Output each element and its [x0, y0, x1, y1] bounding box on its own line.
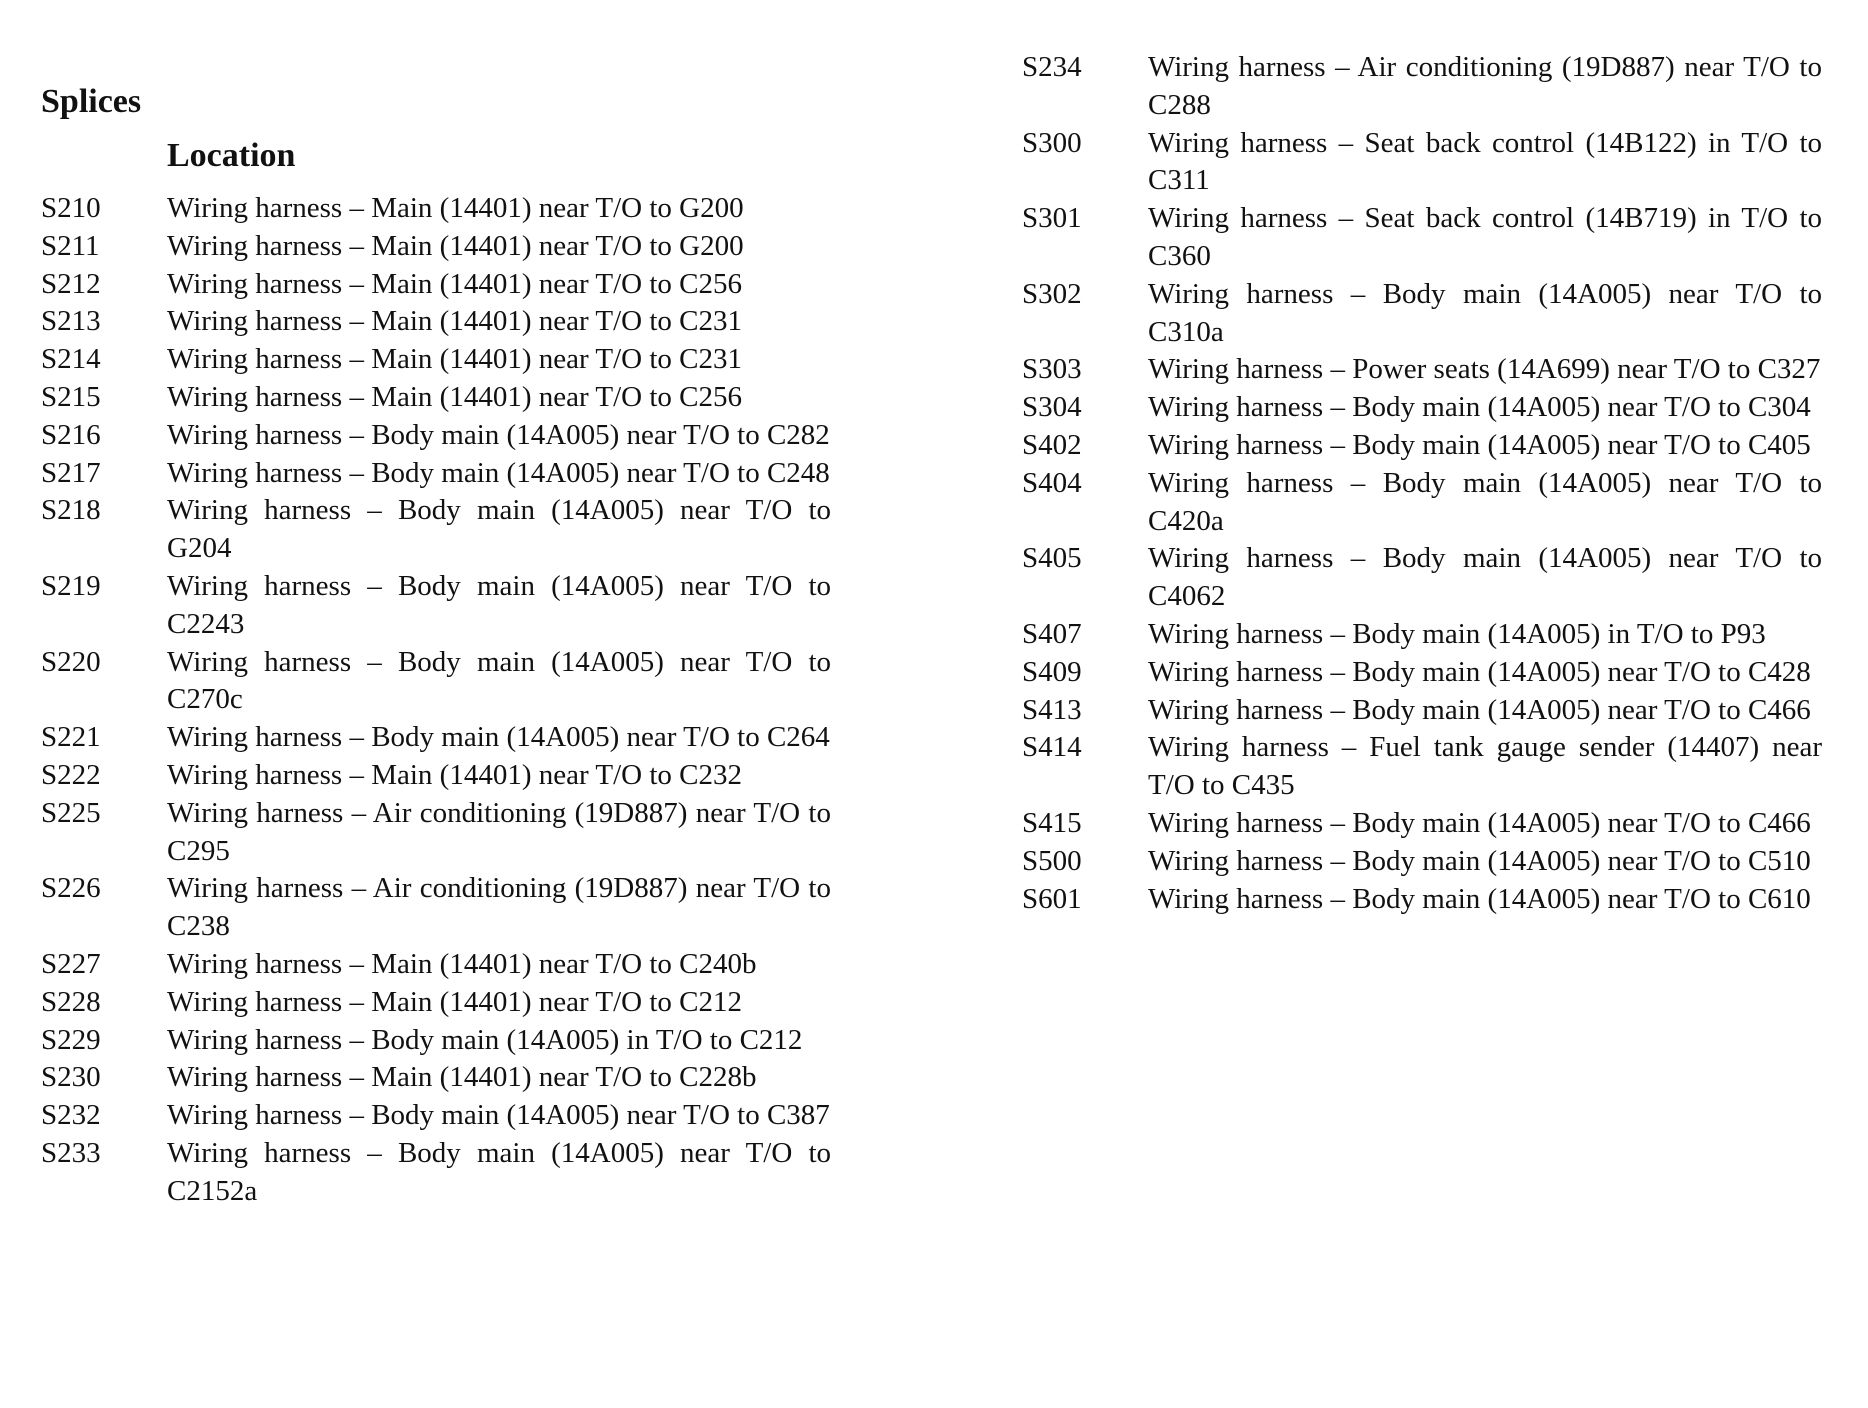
splice-entry: [1022, 881, 1822, 919]
splice-location: Wiring harness – Power seats (14A699) near T/O to C327: [1148, 353, 1821, 386]
splice-location: Wiring harness – Main (14401) near T/O to C231: [167, 305, 742, 338]
splice-code: S225: [41, 796, 101, 829]
splice-entry: [41, 984, 831, 1022]
splice-code: S221: [41, 721, 101, 754]
splice-entry: [1022, 389, 1822, 427]
splice-code: S407: [1022, 617, 1082, 650]
splice-entry: [1022, 49, 1822, 125]
splice-code: S226: [41, 872, 101, 905]
splice-location: Wiring harness – Body main (14A005) near T/O to C304: [1148, 391, 1811, 424]
splice-entry: [41, 719, 831, 757]
splice-entry: [1022, 692, 1822, 730]
splice-entry: [1022, 843, 1822, 881]
splice-code: S212: [41, 267, 101, 300]
splice-entry: [41, 946, 831, 984]
splice-code: S234: [1022, 51, 1082, 83]
splice-entry: [1022, 200, 1822, 276]
splice-code: S211: [41, 229, 100, 262]
splice-location: Wiring harness – Main (14401) near T/O to C232: [167, 758, 742, 791]
splice-entry: [1022, 351, 1822, 389]
splice-entry: [1022, 805, 1822, 843]
splice-code: S404: [1022, 466, 1082, 499]
splice-location: Wiring harness – Body main (14A005) near T/O to C510: [1148, 844, 1811, 877]
splice-code: S227: [41, 947, 101, 980]
splice-location: Wiring harness – Body main (14A005) near T/O to C2243: [167, 569, 831, 640]
splice-location: Wiring harness – Main (14401) near T/O to C256: [167, 380, 742, 413]
splice-location: Wiring harness – Body main (14A005) near T/O to C248: [167, 456, 830, 489]
splice-code: S300: [1022, 126, 1082, 159]
splice-code: S216: [41, 418, 101, 451]
splice-code: S232: [41, 1099, 101, 1132]
splice-code: S215: [41, 380, 101, 413]
splice-code: S302: [1022, 277, 1082, 310]
splice-location: Wiring harness – Main (14401) near T/O to C231: [167, 343, 742, 376]
splice-location: Wiring harness – Fuel tank gauge sender (14407) near T/O to C435: [1148, 731, 1822, 802]
splice-code: S303: [1022, 353, 1082, 386]
splice-code: S414: [1022, 731, 1082, 764]
splice-location: Wiring harness – Body main (14A005) near T/O to G204: [167, 494, 831, 565]
splice-entry: [41, 1135, 831, 1211]
splice-code: S219: [41, 569, 101, 602]
splice-code: S229: [41, 1023, 101, 1056]
splice-code: S218: [41, 494, 101, 527]
splice-entry: [41, 341, 831, 379]
splice-entry: [41, 417, 831, 455]
splice-entry: [41, 492, 831, 568]
splice-entry: [41, 1059, 831, 1097]
splice-location: Wiring harness – Body main (14A005) near T/O to C420a: [1148, 466, 1822, 537]
splice-code: S402: [1022, 428, 1082, 461]
splice-code: S405: [1022, 542, 1082, 575]
splice-location: Wiring harness – Main (14401) near T/O to C228b: [167, 1061, 757, 1094]
splice-entry: [41, 1097, 831, 1135]
splice-code: S233: [41, 1136, 101, 1169]
splice-code: S228: [41, 985, 101, 1018]
splice-location: Wiring harness – Body main (14A005) near T/O to C387: [167, 1099, 830, 1132]
splice-entry: [41, 568, 831, 644]
splice-location: Wiring harness – Body main (14A005) near T/O to C270c: [167, 645, 831, 716]
splice-entry: [1022, 540, 1822, 616]
splice-entry: [41, 228, 831, 266]
splice-code: S210: [41, 192, 101, 224]
splice-code: S301: [1022, 202, 1082, 235]
splice-entry: [41, 266, 831, 304]
splice-entry: [41, 1022, 831, 1060]
splice-location: Wiring harness – Body main (14A005) near T/O to C282: [167, 418, 830, 451]
splice-location: Wiring harness – Body main (14A005) near T/O to C428: [1148, 655, 1811, 688]
splice-location: Wiring harness – Body main (14A005) near T/O to C405: [1148, 428, 1811, 461]
splice-entry: [1022, 729, 1822, 805]
splice-list-left: [41, 190, 831, 1211]
splice-code: S409: [1022, 655, 1082, 688]
splice-list-right: [1022, 49, 1822, 918]
page-title: Splices: [41, 83, 142, 120]
splice-entry: [41, 644, 831, 720]
splice-code: S217: [41, 456, 101, 489]
splice-code: S601: [1022, 882, 1082, 915]
splice-location: Wiring harness – Air conditioning (19D887) near T/O to C295: [167, 796, 831, 867]
splice-entry: [1022, 616, 1822, 654]
splice-entry: [41, 870, 831, 946]
splice-code: S500: [1022, 844, 1082, 877]
splice-location: Wiring harness – Seat back control (14B122) in T/O to C311: [1148, 126, 1822, 197]
splice-location: Wiring harness – Main (14401) near T/O to C240b: [167, 947, 757, 980]
splice-location: Wiring harness – Seat back control (14B719) in T/O to C360: [1148, 202, 1822, 272]
right-column: [1022, 49, 1822, 918]
splice-code: S415: [1022, 806, 1082, 839]
splice-entry: [1022, 427, 1822, 465]
splice-location: Wiring harness – Main (14401) near T/O to C256: [167, 267, 742, 300]
splice-code: S230: [41, 1061, 101, 1094]
splice-code: S220: [41, 645, 101, 678]
left-column: [41, 82, 831, 1211]
splice-code: S222: [41, 758, 101, 791]
splice-entry: [41, 757, 831, 795]
splice-location: Wiring harness – Body main (14A005) near T/O to C466: [1148, 693, 1811, 726]
splice-location: Wiring harness – Body main (14A005) in T/O to C212: [167, 1023, 803, 1056]
splice-location: Wiring harness – Air conditioning (19D887) near T/O to C238: [167, 872, 831, 943]
location-heading: Location: [167, 137, 296, 174]
splice-location: Wiring harness – Main (14401) near T/O to C212: [167, 985, 742, 1018]
splice-entry: [1022, 465, 1822, 541]
splice-code: S214: [41, 343, 101, 376]
splice-entry: [1022, 276, 1822, 352]
splice-code: S213: [41, 305, 101, 338]
splice-location: Wiring harness – Body main (14A005) near T/O to C466: [1148, 806, 1811, 839]
splice-location: Wiring harness – Body main (14A005) near T/O to C310a: [1148, 277, 1822, 348]
splice-location: Wiring harness – Body main (14A005) near T/O to C2152a: [167, 1136, 831, 1207]
splice-location: Wiring harness – Body main (14A005) near T/O to C610: [1148, 882, 1811, 915]
splice-entry: [41, 190, 831, 228]
splice-entry: [1022, 125, 1822, 201]
splice-code: S413: [1022, 693, 1082, 726]
splice-entry: [1022, 654, 1822, 692]
splice-location: Wiring harness – Main (14401) near T/O to G200: [167, 192, 744, 224]
splice-location: Wiring harness – Air conditioning (19D887) near T/O to C288: [1148, 51, 1822, 121]
splice-entry: [41, 379, 831, 417]
splice-code: S304: [1022, 391, 1082, 424]
splice-location: Wiring harness – Body main (14A005) in T/O to P93: [1148, 617, 1766, 650]
splice-entry: [41, 795, 831, 871]
splice-location: Wiring harness – Body main (14A005) near T/O to C264: [167, 721, 830, 754]
splice-entry: [41, 455, 831, 493]
splice-entry: [41, 303, 831, 341]
splice-location: Wiring harness – Body main (14A005) near T/O to C4062: [1148, 542, 1822, 613]
splice-location: Wiring harness – Main (14401) near T/O to G200: [167, 229, 744, 262]
